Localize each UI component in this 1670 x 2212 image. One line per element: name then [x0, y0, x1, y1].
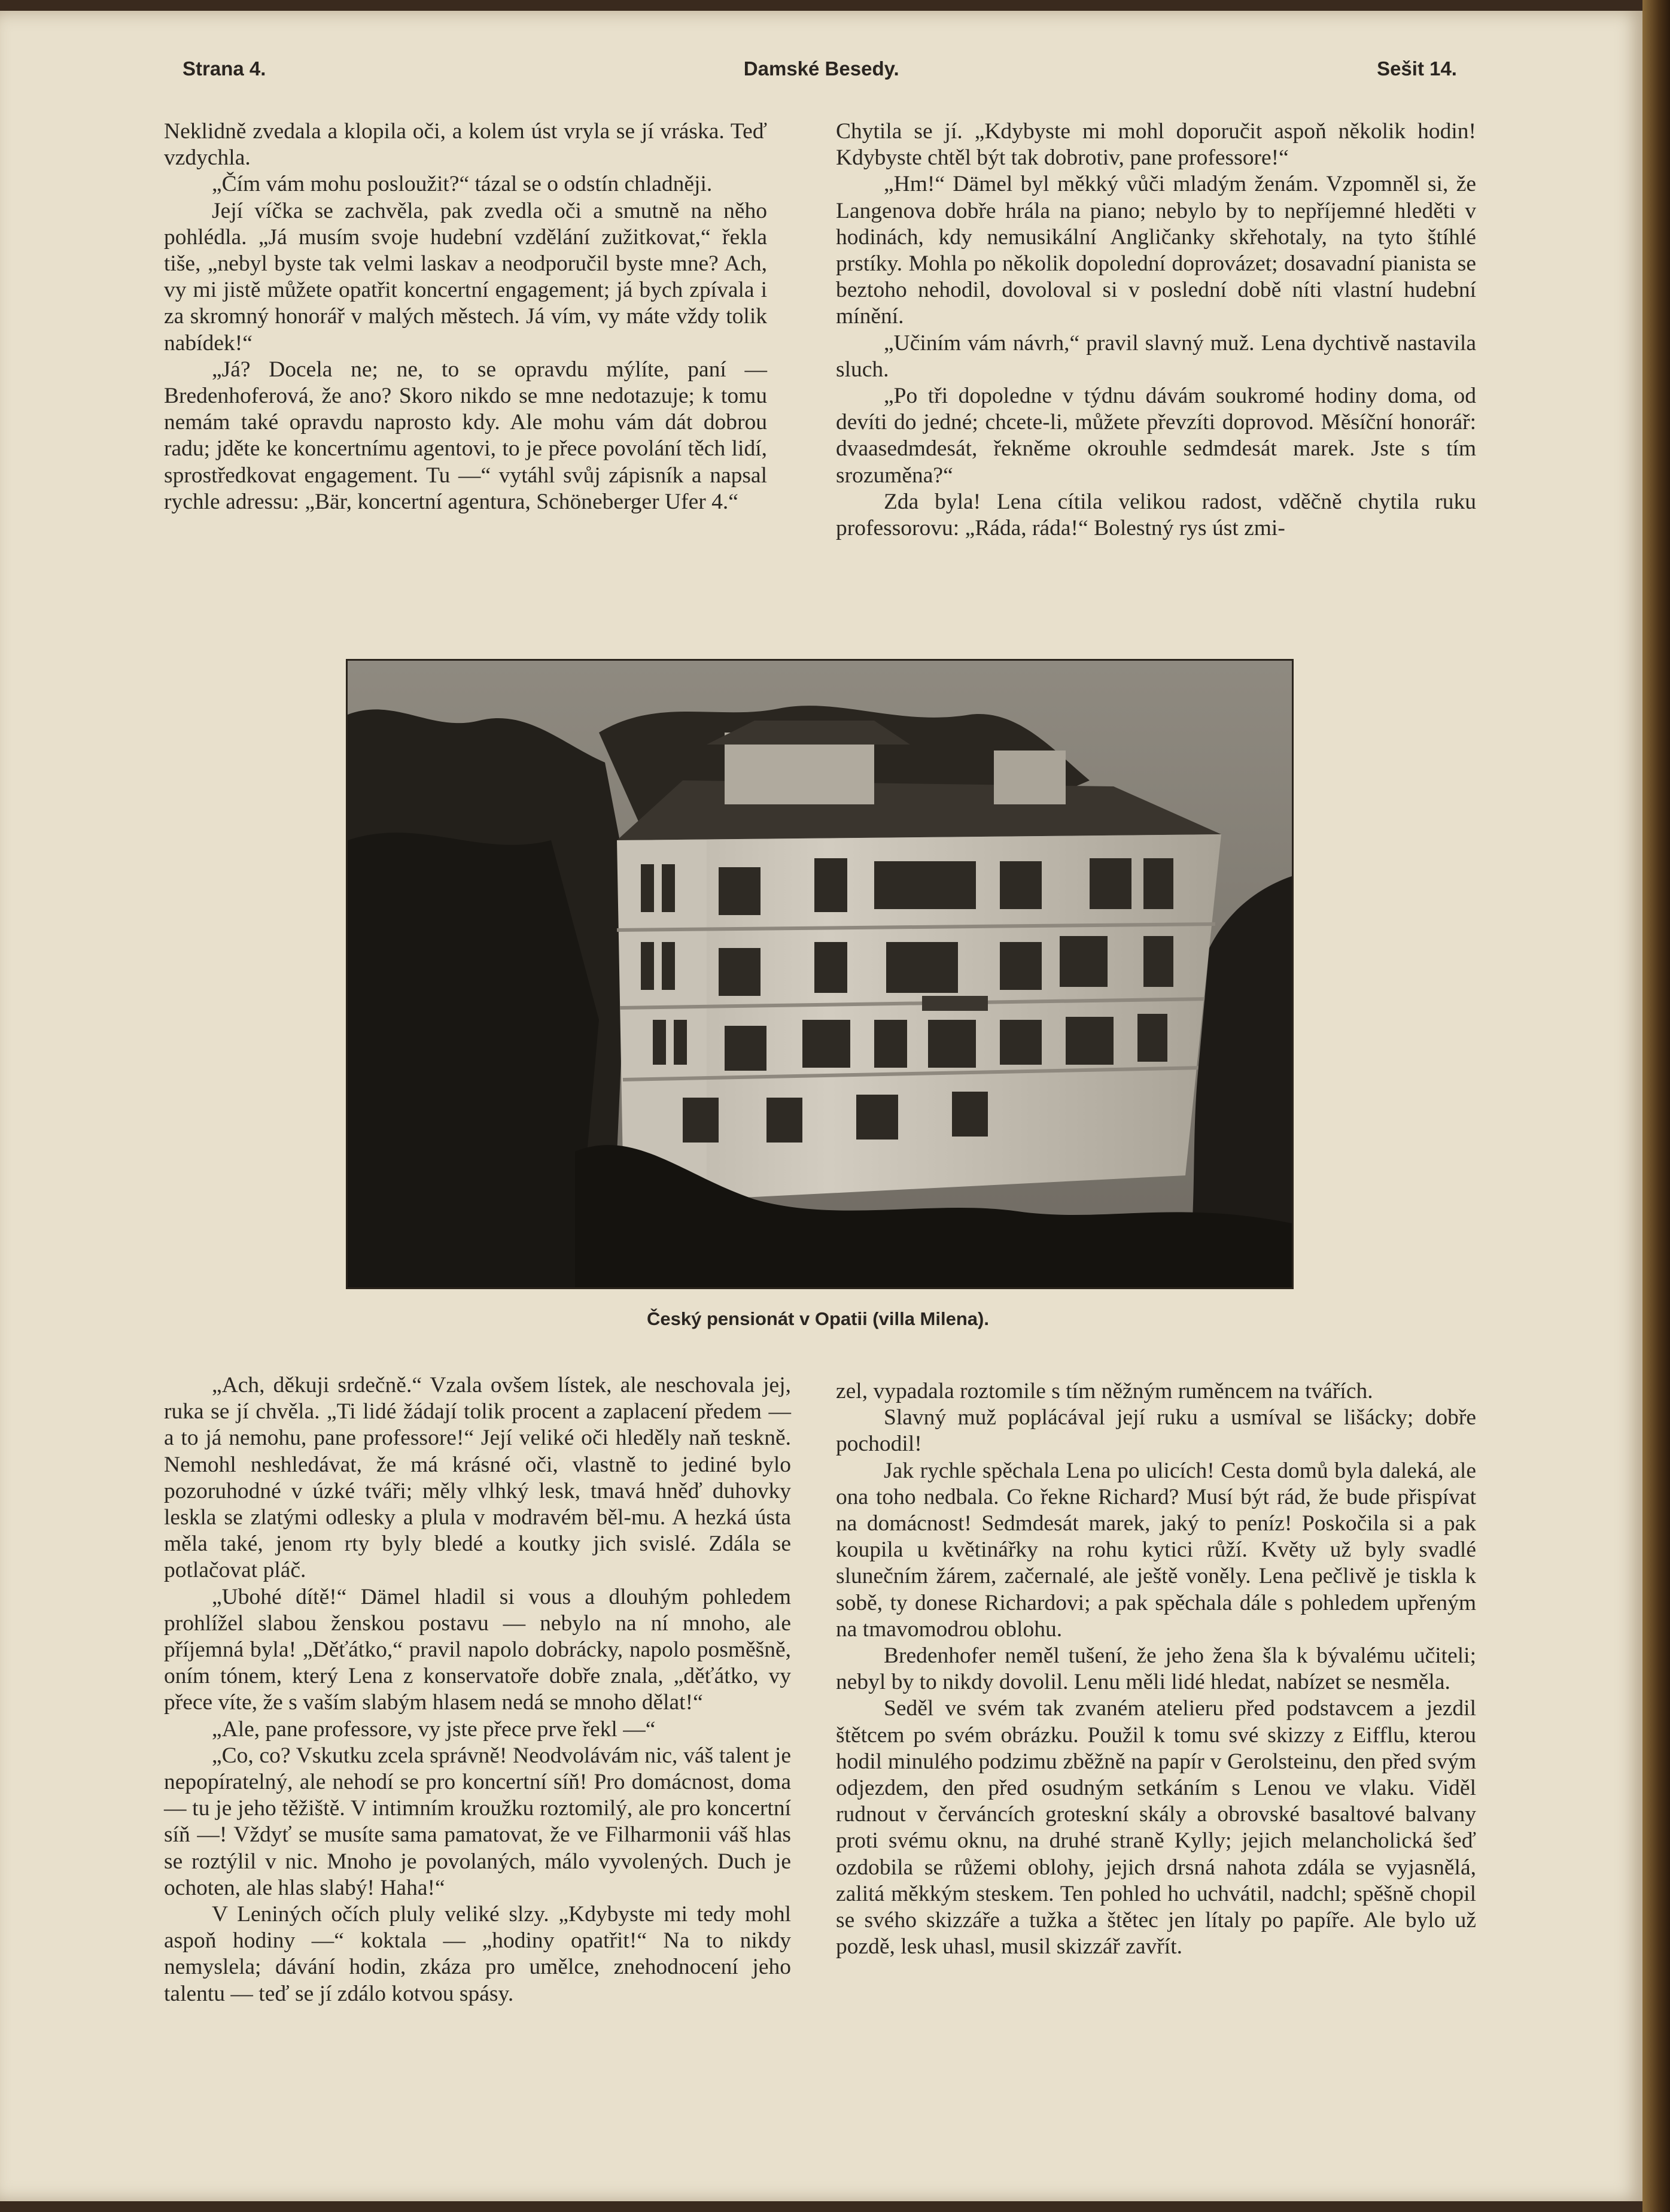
magazine-page — [0, 11, 1642, 2201]
paragraph: „Učiním vám návrh,“ pravil slavný muž. Lena dychtivě nastavila sluch. — [836, 330, 1476, 382]
running-head — [182, 48, 1457, 90]
text-column-bottom-right — [836, 1378, 1476, 1960]
paragraph: „Ach, děkuji srdečně.“ Vzala ovšem lístek, ale neschovala jej, ruka se jí chvěla. „Ti lidé žádají tolik procent a zaplacení předem — a to já nemohu, pane professore!“ Její veliké oči hleděly naň teskně. Nemohl neshledávat, že má krásné oči, vlastně to jediné bylo pozoruhodné v úzké tváři; měly vlhký lesk, tmavá hněď duhovky leskla se zlatými odlesky a plula v modravém běl-mu. A hezká ústa měla také, jenom rty byly bledé a koutky jich svislé. Zdála se potlačovat pláč. — [164, 1373, 791, 1583]
paragraph: „Ale, pane professore, vy jste přece prve řekl —“ — [212, 1716, 656, 1742]
paragraph: „Já? Docela ne; ne, to se opravdu mýlíte, paní — Bredenhoferová, že ano? Skoro nikdo se mne nedotazuje; k tomu nemám také opravdu naprosto kdy. Ale mohu vám dát dobrou radu; jděte ke koncertnímu agentovi, to je přece povolání těch lidí, sprostředkovat engagement. Tu —“ vytáhl svůj zápisník a napsal rychle adressu: „Bär, koncertní agentura, Schöneberger Ufer 4.“ — [164, 357, 767, 514]
paragraph: V Leniných očích pluly veliké slzy. „Kdybyste mi tedy mohl aspoň hodiny —“ koktala — „hodiny opatřit!“ Na to nikdy nemyslela; dávání hodin, zkáza pro umělce, znehodnocení jeho talentu — teď se jí zdálo kotvou spásy. — [164, 1902, 791, 2006]
paragraph: „Co, co? Vskutku zcela správně! Neodvolávám nic, váš talent je nepopíratelný, ale nehodí se pro koncertní síň! Pro domácnost, doma — tu je jeho těžiště. V intimním kroužku roztomilý, ale pro koncertní síň —! Vždyť se musíte sama pamatovat, že ve Filharmonii váš hlas se roztýlil v nic. Mnoho je povolaných, málo vyvolených. Duch je ochoten, ale hlas slabý! Haha!“ — [164, 1743, 791, 1900]
paragraph: Seděl ve svém tak zvaném atelieru před podstavcem a jezdil štětcem po svém obrázku. Použil k tomu své skizzy z Eifflu, kterou hodil minulého podzimu zběžně na papír v Gerolsteinu, den před svým odjezdem, den před osudným setkáním s Lenou ve vlaku. Viděl rudnout v červáncích groteskní skály a obrovské basaltové balvany proti svému oknu, na druhé straně Kylly; jejich melancholická šeď ozdobila se růžemi oblohy, jejich drsná nahota zdála se vyjasnělá, zalitá měkkým steskem. Ten pohled ho uchvátil, nadchl; spěšně chopil se svého skizzáře a tužka a štětec jen lítaly po papíře. Ale bylo už pozdě, lesk uhasl, musil skizzář zavřít. — [836, 1696, 1476, 1959]
paragraph: Chytila se jí. „Kdybyste mi mohl doporučit aspoň několik hodin! Kdybyste chtěl být tak dobrotiv, pane professore!“ — [836, 119, 1476, 171]
paragraph: „Po tři dopoledne v týdnu dávám soukromé hodiny doma, od devíti do jedné; chcete-li, můžete převzíti doprovod. Měsíční honorář: dvaasedmdesát, řekněme okrouhle sedmdesát marek. Jste s tím srozuměna?“ — [836, 384, 1476, 488]
binding-edge — [1642, 0, 1670, 2212]
paragraph: Slavný muž poplácával její ruku a usmíval se lišácky; dobře pochodil! — [836, 1405, 1476, 1457]
page-number: Strana 4. — [182, 57, 266, 80]
text-column-top-left — [164, 118, 767, 515]
villa-photograph — [346, 659, 1294, 1289]
paragraph: „Ubohé dítě!“ Dämel hladil si vous a dlouhým pohledem prohlížel slabou ženskou postavu — nebylo na ní mnoho, ale příjemná byla! „Děťátko,“ pravil napolo dobrácky, napolo posměšně, oním tónem, který Lena z konservatoře dobře znala, „děťátko, vy přece víte, že s vaším slabým hlasem nedá se mnoho dělat!“ — [164, 1584, 791, 1715]
paragraph: Jak rychle spěchala Lena po ulicích! Cesta domů byla daleká, ale ona toho nedbala. Co řekne Richard? Musí být rád, že bude přispívat na domácnost! Sedmdesát marek, jaký to peníz! Poskočila si a pak koupila u květinářky na rohu kytici růží. Květy už byly svadlé slunečním žárem, začernalé, ale ještě voněly. Lena pečlivě je tiskla k sobě, ty donese Richardovi; a pak spěchala dále s pohledem upřeným na tmavomodrou oblohu. — [836, 1458, 1476, 1642]
paragraph: „Hm!“ Dämel byl měkký vůči mladým ženám. Vzpomněl si, že Langenova dobře hrála na piano; nebylo by to nepříjemné hleděti v hodinách, kdy nemusikální Angličanky skřehotaly, na tyto štíhlé prstíky. Mohla po několik dopolední doprovázet; dosavadní pianista se beztoho nehodil, dovoloval si v poslední době níti vlastní hudební mínění. — [836, 172, 1476, 329]
text-column-bottom-left — [164, 1372, 791, 2007]
issue-number: Sešit 14. — [1377, 57, 1457, 80]
magazine-title: Damské Besedy. — [743, 57, 899, 80]
paragraph: Bredenhofer neměl tušení, že jeho žena šla k bývalému učiteli; nebyl by to nikdy dovolil. Lenu měli lidé hledat, nabízet se nesměla. — [836, 1643, 1476, 1695]
paragraph: Zda byla! Lena cítila velikou radost, vděčně chytila ruku professorovu: „Ráda, ráda!“ Bolestný rys úst zmi- — [836, 489, 1476, 541]
villa-photo-illustration — [348, 661, 1292, 1287]
paragraph: zel, vypadala roztomile s tím něžným ruměncem na tvářích. — [836, 1379, 1373, 1403]
paragraph: Její víčka se zachvěla, pak zvedla oči a smutně na něho pohlédla. „Já musím svoje hudební vzdělání zužitkovat,“ řekla tiše, „nebyl byste tak velmi laskav a neodporučil byste mne? Ach, vy mi jistě můžete opatřit koncertní engagement; já bych zpívala i za skromný honorář v malých městech. Já vím, vy máte vždy tolik nabídek!“ — [164, 198, 767, 356]
photo-caption: Český pensionát v Opatii (villa Milena). — [647, 1308, 989, 1329]
paragraph: Neklidně zvedala a klopila oči, a kolem úst vryla se jí vráska. Teď vzdychla. — [164, 119, 767, 171]
paragraph: „Čím vám mohu posloužit?“ tázal se o odstín chladněji. — [212, 172, 713, 197]
text-column-top-right — [836, 118, 1476, 542]
